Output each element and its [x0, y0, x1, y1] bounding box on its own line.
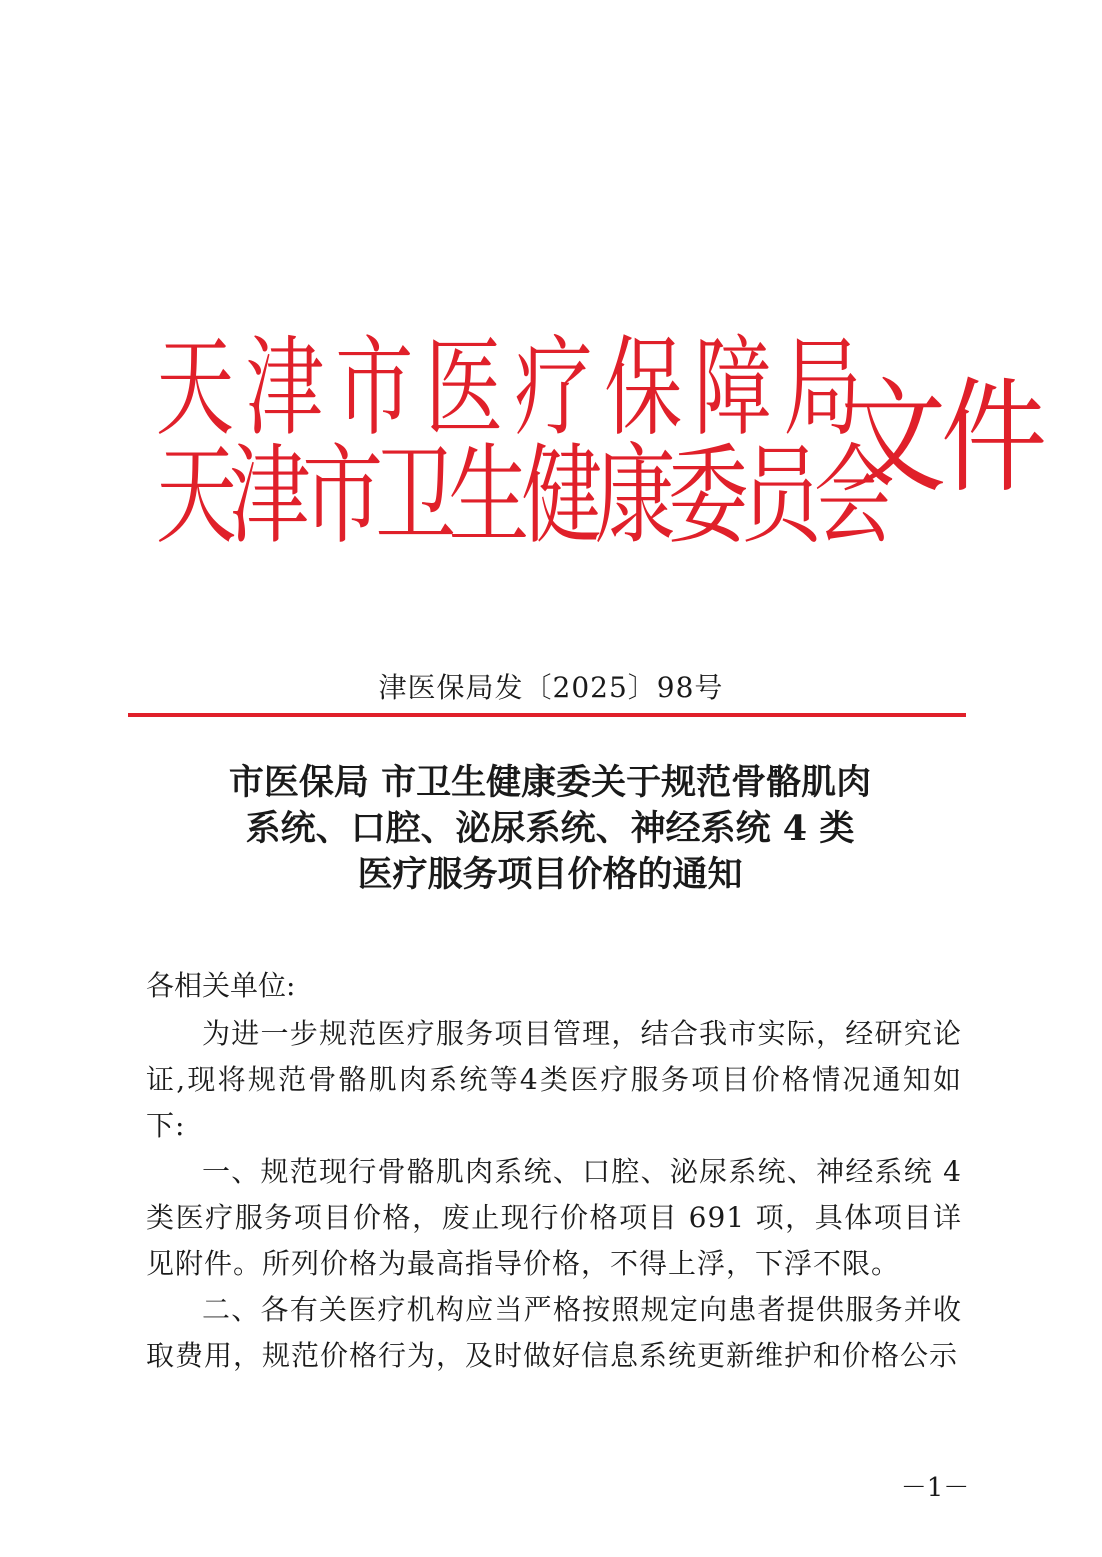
- paragraph: 二、各有关医疗机构应当严格按照规定向患者提供服务并收取费用，规范价格行为，及时做好信息系统更新维护和价格公示: [146, 1293, 962, 1372]
- document-number: 津医保局发〔2025〕98号: [378, 671, 724, 704]
- document-title: [100, 760, 1000, 898]
- page-number: －1－: [900, 1473, 970, 1503]
- paragraph: 为进一步规范医疗服务项目管理，结合我市实际，经研究论证,现将规范骨骼肌肉系统等4类医疗服务项目价格情况通知如下:: [146, 1017, 962, 1142]
- body-text: [146, 1011, 962, 1379]
- title-line-3: 医疗服务项目价格的通知: [357, 854, 743, 895]
- red-divider: [128, 713, 966, 717]
- issuer-line-2: 天津市卫生健康委员会: [156, 434, 888, 560]
- salutation: 各相关单位:: [146, 969, 296, 1002]
- title-line-2: 系统、口腔、泌尿系统、神经系统 4 类: [245, 808, 855, 849]
- title-line-1: 市医保局 市卫生健康委关于规范骨骼肌肉: [228, 762, 872, 803]
- paragraph: 一、规范现行骨骼肌肉系统、口腔、泌尿系统、神经系统 4 类医疗服务项目价格，废止现行价格项目 691 项，具体项目详见附件。所列价格为最高指导价格，不得上浮，下浮不限。: [146, 1155, 962, 1280]
- issuer-line-1: 天津市医疗保障局: [156, 326, 874, 452]
- issuer-suffix: 文件: [840, 366, 1042, 510]
